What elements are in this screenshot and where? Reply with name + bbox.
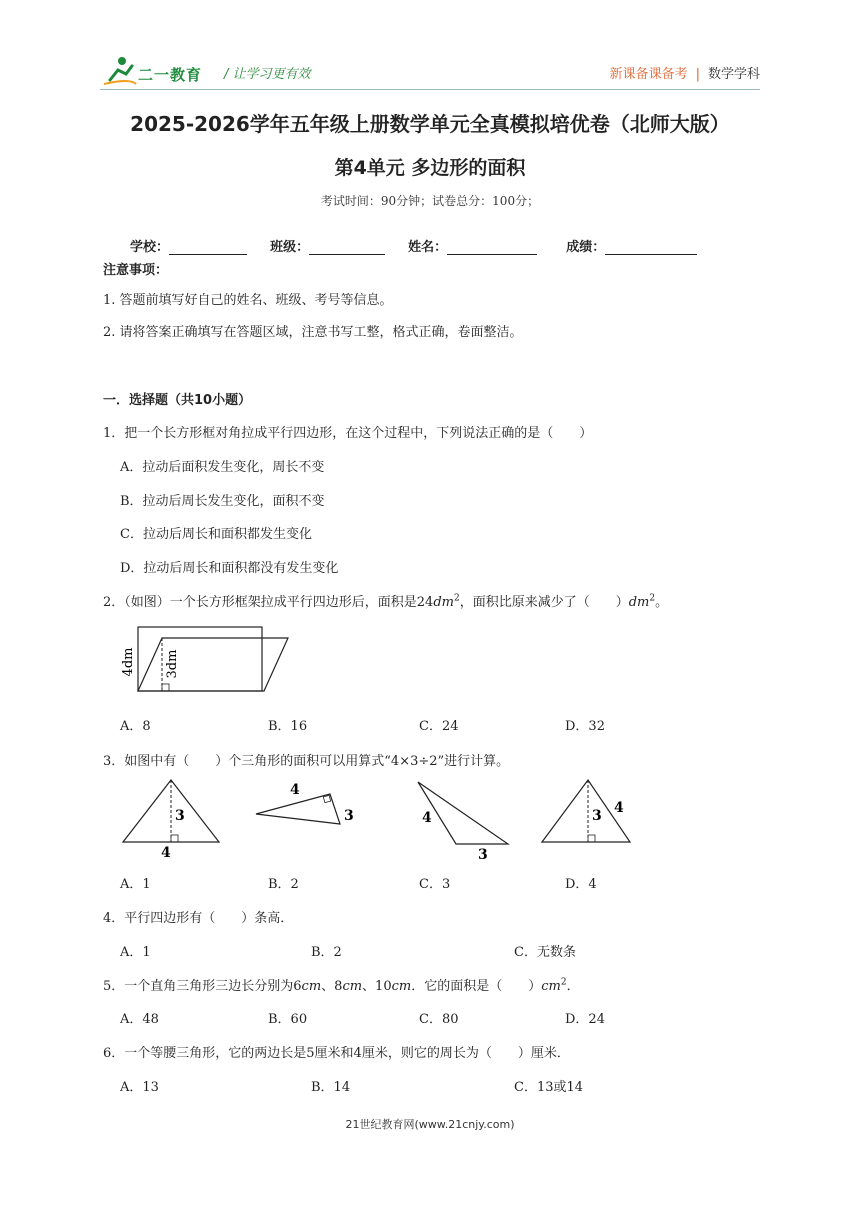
q2-stem-end: 。 [655,595,669,610]
class-label: 班级： [270,240,310,255]
section-heading: 一．选择题（共10小题） [103,393,252,408]
header-separator: | [695,67,700,82]
q3-t1-base-label: 4 [161,845,171,861]
school-label: 学校： [130,240,170,255]
q5-option-a[interactable]: A．48 [120,1012,159,1027]
name-blank[interactable] [447,240,537,255]
q1-option-d[interactable]: D．拉动后周长和面积都没有发生变化 [120,561,339,576]
question-3-stem: 3．如图中有（ ）个三角形的面积可以用算式“4×3÷2”进行计算。 [103,754,510,769]
q5-stem-end: ． [566,979,580,994]
q4-option-b[interactable]: B．2 [311,945,342,960]
class-blank[interactable] [309,240,385,255]
q2-label-3dm: 3dm [165,649,180,679]
name-label: 姓名： [408,240,448,255]
question-1-stem: 1．把一个长方形框对角拉成平行四边形，在这个过程中，下列说法正确的是（ ） [103,426,593,441]
q2-option-c[interactable]: C．24 [419,719,459,734]
q2-option-d[interactable]: D．32 [565,719,605,734]
q5-unit: cm [342,979,363,994]
q5-unit: cm [301,979,322,994]
q6-option-c[interactable]: C．13或14 [514,1080,584,1095]
q2-figure [118,622,298,694]
q5-stem-b: 、8 [321,979,343,994]
question-2-stem: 2．（如图）一个长方形框架拉成平行四边形后，面积是$24dm^2$，面积比原来减少了（ ）$dm^2$。 [103,593,669,610]
student-info-row [130,236,697,255]
q3-t3-label-3: 3 [478,847,488,863]
slogan: / 让学习更有效 [224,67,311,82]
logo-text: 二一教育 [138,66,203,84]
q2-parallelogram [138,638,288,691]
q3-triangle-2 [256,794,340,824]
notes-heading: 注意事项： [103,263,169,278]
q3-t4-right-angle [588,835,595,842]
q3-t4-height-label: 3 [592,808,602,824]
note-item: 2. 请将答案正确填写在答题区域，注意书写工整，格式正确，卷面整洁。 [103,325,523,340]
header-right [610,63,760,82]
q3-option-b[interactable]: B．2 [268,877,299,892]
q5-stem-a: 5．一个直角三角形三边长分别为6 [103,979,302,994]
q3-t2-label-3: 3 [344,808,354,824]
q5-option-c[interactable]: C．80 [419,1012,459,1027]
q3-figures [118,774,638,866]
q3-t2-right-angle [323,795,330,802]
q2-option-a[interactable]: A．8 [120,719,151,734]
q6-option-b[interactable]: B．14 [311,1080,351,1095]
q2-rectangle [138,627,262,691]
q5-stem-d: ．它的面积是（ ） [411,979,542,994]
question-6-stem: 6．一个等腰三角形，它的两边长是5厘米和4厘米，则它的周长为（ ）厘米． [103,1046,570,1061]
q3-t1-right-angle [171,835,178,842]
q2-unit-1: dm [433,595,454,610]
q2-unit-2: dm [628,595,650,610]
q1-option-c[interactable]: C．拉动后周长和面积都发生变化 [120,527,312,542]
note-item: 1. 答题前填写好自己的姓名、班级、考号等信息。 [103,293,393,308]
q3-t1-height-label: 3 [175,808,185,824]
score-label: 成绩： [566,240,606,255]
q2-option-b[interactable]: B．16 [268,719,308,734]
q3-option-a[interactable]: A．1 [120,877,151,892]
q3-t3-label-4: 4 [422,810,432,826]
q1-option-b[interactable]: B．拉动后周长发生变化，面积不变 [120,494,325,509]
score-blank[interactable] [605,240,697,255]
q2-right-angle [162,684,169,691]
q5-stem-c: 、10 [362,979,392,994]
header-divider [100,89,760,90]
q6-option-a[interactable]: A．13 [120,1080,159,1095]
school-blank[interactable] [169,240,247,255]
q3-t2-label-4: 4 [290,782,300,798]
q5-option-b[interactable]: B．60 [268,1012,308,1027]
q5-option-d[interactable]: D．24 [565,1012,605,1027]
q4-option-c[interactable]: C．无数条 [514,945,576,960]
question-4-stem: 4．平行四边形有（ ）条高． [103,911,294,926]
q5-unit: cm [391,979,412,994]
q2-stem-b: ，面积比原来减少了（ ） [459,595,629,610]
q2-stem-a: 2．（如图）一个长方形框架拉成平行四边形后，面积是24 [103,595,434,610]
header-right-a: 新课备课备考 [609,67,688,82]
header-right-b: 数学学科 [707,67,760,82]
page-footer: 21世纪教育网(www.21cnjy.com) [345,1118,515,1131]
q5-unit: cm [541,979,561,994]
q3-t4-side-label: 4 [614,800,624,816]
q3-option-c[interactable]: C．3 [419,877,451,892]
q1-option-a[interactable]: A．拉动后面积发生变化，周长不变 [120,460,325,475]
q3-option-d[interactable]: D．4 [565,877,597,892]
page-title: 2025-2026学年五年级上册数学单元全真模拟培优卷（北师大版） [130,112,730,136]
q2-label-4dm: 4dm [121,647,136,677]
exam-info: 考试时间：90分钟；试卷总分：100分； [320,194,540,208]
question-5-stem: 5．一个直角三角形三边长分别为6cm、8cm、10cm．它的面积是（ ）$cm^2$． [103,977,580,994]
page-subtitle: 第4单元 多边形的面积 [334,157,526,179]
page-header [100,54,760,90]
q4-option-a[interactable]: A．1 [120,945,151,960]
